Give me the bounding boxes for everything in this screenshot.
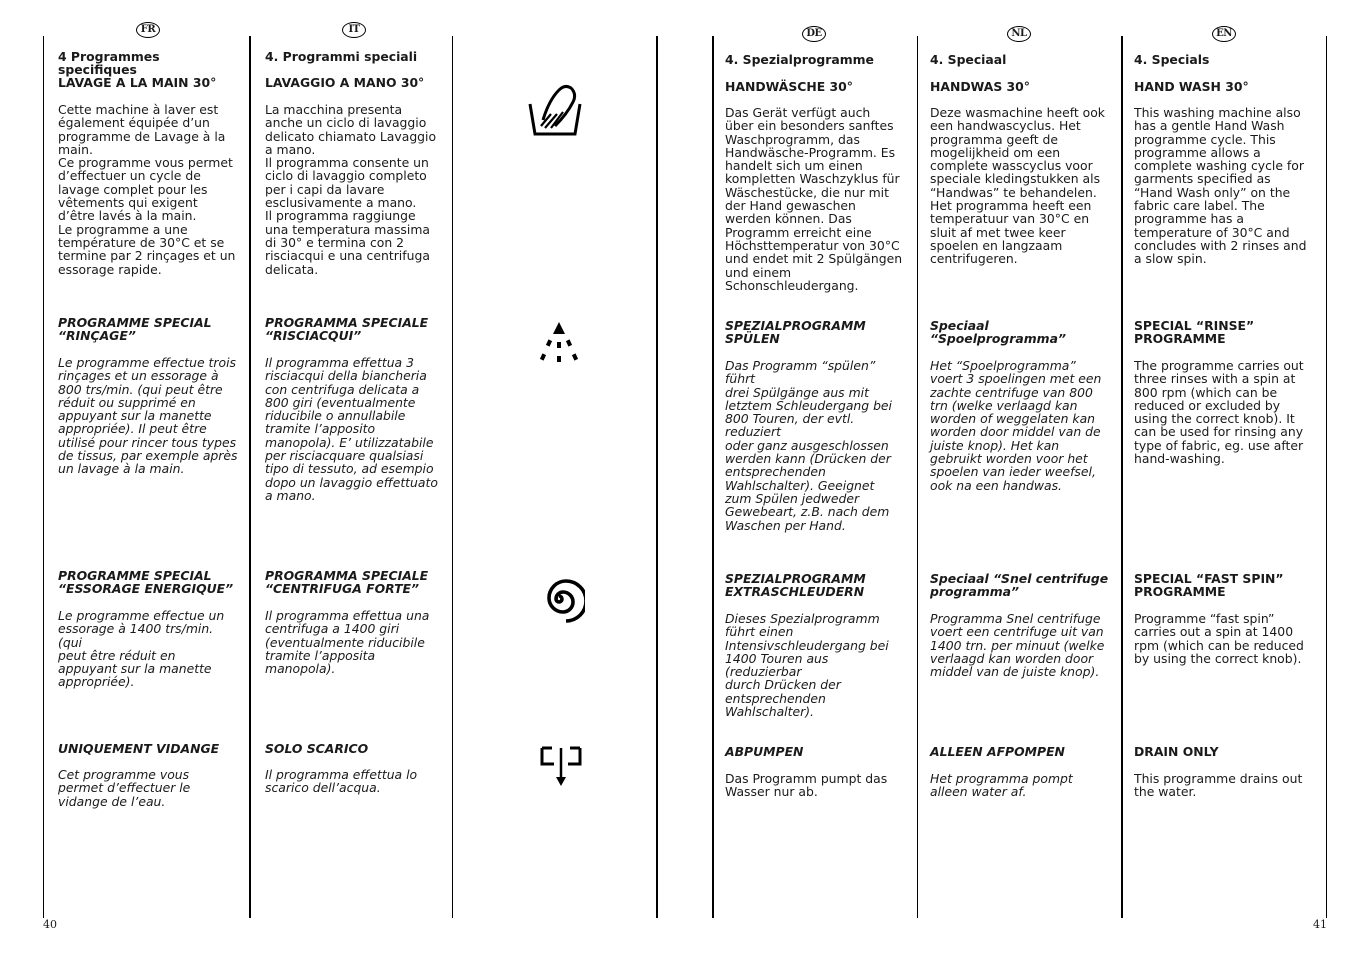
section-title: HANDWÄSCHE 30° [725, 79, 853, 94]
column-divider [917, 36, 918, 918]
section-title: ABPUMPEN [725, 744, 804, 759]
section-body: Das Gerät verfügt auch über ein besonders sanftes Waschprogramm, das Handwäsche-Programm. Es handelt sich um einen kompletten Waschzyklus für Wäschestücke, die nur mit der Hand gewaschen werden können. Das Programm erreicht eine Höchsttemperatur von 30°C und endet mit 2 Spülgängen und einem Schonschleudergang. [725, 105, 903, 293]
section-title: ALLEEN AFPOMPEN [930, 744, 1065, 759]
section-title: DRAIN ONLY [1134, 744, 1219, 759]
section-title: LAVAGGIO A MANO 30° [265, 75, 425, 90]
section-body: Het “Spoelprogramma” voert 3 spoelingen met een zachte centrifuge van 800 trn (welke verlaagd kan worden of weggelaten kan worden door middel van de juiste knop). Het kan gebruikt worden voor het spoelen van ieder weefsel, ook na een handwas. [930, 358, 1102, 493]
section-body: Le programme effectue trois rinçages et un essorage à 800 trs/min. (qui peut être réduit ou supprimé en appuyant sur la manette appropriée). Il peut être utilisé pour rincer tous types de tissus, par exemple après un lavage à la main. [58, 355, 238, 477]
drain-icon [536, 744, 586, 788]
section-heading: 4. Spezialprogramme [725, 52, 874, 67]
section-body: Programma Snel centrifuge voert een centrifuge uit van 1400 trn. per minuut (welke verlaagd kan worden door middel van de juiste knop). [930, 611, 1105, 680]
section-heading: 4 Programmes specifiques [58, 49, 160, 78]
section-title: Speciaal “Snel centrifuge programma” [930, 571, 1109, 600]
column-divider [656, 36, 658, 918]
language-badge-de: DE [802, 26, 826, 42]
section-body: Das Programm “spülen” führt drei Spülgänge aus mit letztem Schleudergang bei 800 Touren, der evtl. reduziert oder ganz ausgeschlossen werden kann (Drücken der entsprechenden Wahlschalter). Geeignet zum Spülen jedweder Gewebeart, z.B. nach dem Waschen per Hand. [725, 358, 892, 533]
column-divider [43, 36, 44, 918]
section-body: Das Programm pumpt das Wasser nur ab. [725, 771, 888, 800]
page-number-right: 41 [1313, 918, 1327, 931]
section-title: SPECIAL “FAST SPIN” PROGRAMME [1134, 571, 1284, 600]
column-divider [249, 36, 251, 918]
column-divider [1326, 36, 1327, 918]
section-body: Il programma effettua lo scarico dell’acqua. [265, 767, 418, 796]
section-title: SPEZIALPROGRAMM SPÜLEN [725, 318, 866, 347]
column-divider [1121, 36, 1123, 918]
section-title: SPEZIALPROGRAMM EXTRASCHLEUDERN [725, 571, 866, 600]
column-divider [712, 36, 714, 918]
language-badge-en: EN [1212, 26, 1236, 42]
section-body: Cette machine à laver est également équipée d’un programme de Lavage à la main. Ce programme vous permet d’effectuer un cycle de lavage complet pour les vêtements qui exigent d’être lavés à la main. Le programme a une température de 30°C et se termine par 2 rinçages et un essorage rapide. [58, 102, 236, 277]
section-title: HAND WASH 30° [1134, 79, 1249, 94]
section-body: Il programma effettua una centrifuga a 1400 giri (eventualmente riducibile tramite l’apposita manopola). [265, 608, 430, 677]
section-body: La macchina presenta anche un ciclo di lavaggio delicato chiamato Lavaggio a mano. Il programma consente un ciclo di lavaggio completo per i capi da lavare esclusivamente a mano. Il programma raggiunge una temperatura massima di 30° e termina con 2 risciacqui e una centrifuga delicata. [265, 102, 437, 277]
section-title: PROGRAMMA SPECIALE “RISCIACQUI” [265, 315, 429, 344]
section-title: LAVAGE A LA MAIN 30° [58, 75, 217, 90]
section-title: SPECIAL “RINSE” PROGRAMME [1134, 318, 1255, 347]
section-title: Speciaal “Spoelprogramma” [930, 318, 1066, 347]
section-title: PROGRAMMA SPECIALE “CENTRIFUGA FORTE” [265, 568, 429, 597]
section-heading: 4. Specials [1134, 52, 1210, 67]
section-heading: 4. Speciaal [930, 52, 1007, 67]
section-title: SOLO SCARICO [265, 741, 369, 756]
section-title: PROGRAMME SPECIAL “ESSORAGE ENERGIQUE” [58, 568, 234, 597]
section-body: Het programma pompt alleen water af. [930, 771, 1073, 800]
section-body: Deze wasmachine heeft ook een handwascyclus. Het programma geeft de mogelijkheid om een complete wasscyclus voor speciale kledingstukken als “Handwas” te behandelen. Het programma heeft een temperatuur van 30°C en sluit af met twee keer spoelen en langzaam centrifugeren. [930, 105, 1105, 267]
section-title: PROGRAMME SPECIAL “RINÇAGE” [58, 315, 212, 344]
section-heading: 4. Programmi speciali [265, 49, 418, 64]
section-body: Le programme effectue un essorage à 1400 trs/min. (qui peut être réduit en appuyant sur la manette appropriée). [58, 608, 225, 690]
section-title: HANDWAS 30° [930, 79, 1030, 94]
section-title: UNIQUEMENT VIDANGE [58, 741, 220, 756]
section-body: Il programma effettua 3 risciacqui della biancheria con centrifuga delicata a 800 giri (eventualmente riducibile o annullabile tramite l’apposito manopola). E’ utilizzatabile per risciacquare qualsiasi tipo di tessuto, ad esempio dopo un lavaggio effettuato a mano. [265, 355, 438, 503]
language-badge-nl: NL [1007, 26, 1031, 42]
page-number-left: 40 [43, 918, 57, 931]
column-divider [452, 36, 453, 918]
spin-icon [533, 575, 585, 623]
section-body: The programme carries out three rinses with a spin at 800 rpm (which can be reduced or excluded by using the correct knob). It can be used for rinsing any type of fabric, eg. use after hand-washing. [1134, 358, 1304, 467]
hand-wash-icon [525, 80, 585, 142]
language-badge-it: IT [342, 22, 366, 38]
section-body: This washing machine also has a gentle Hand Wash programme cycle. This programme allows a complete washing cycle for garments specified as “Hand Wash only” on the fabric care label. The programme has a temperature of 30°C and concludes with 2 rinses and a slow spin. [1134, 105, 1307, 267]
section-body: Cet programme vous permet d’effectuer le vidange de l’eau. [58, 767, 191, 809]
section-body: Programme “fast spin” carries out a spin at 1400 rpm (which can be reduced by using the correct knob). [1134, 611, 1304, 666]
rinse-icon [533, 320, 585, 372]
section-body: Dieses Spezialprogramm führt einen Intensivschleudergang bei 1400 Touren aus (reduzierbar durch Drücken der entsprechenden Wahlschalter). [725, 611, 889, 720]
section-body: This programme drains out the water. [1134, 771, 1303, 800]
language-badge-fr: FR [136, 22, 160, 38]
